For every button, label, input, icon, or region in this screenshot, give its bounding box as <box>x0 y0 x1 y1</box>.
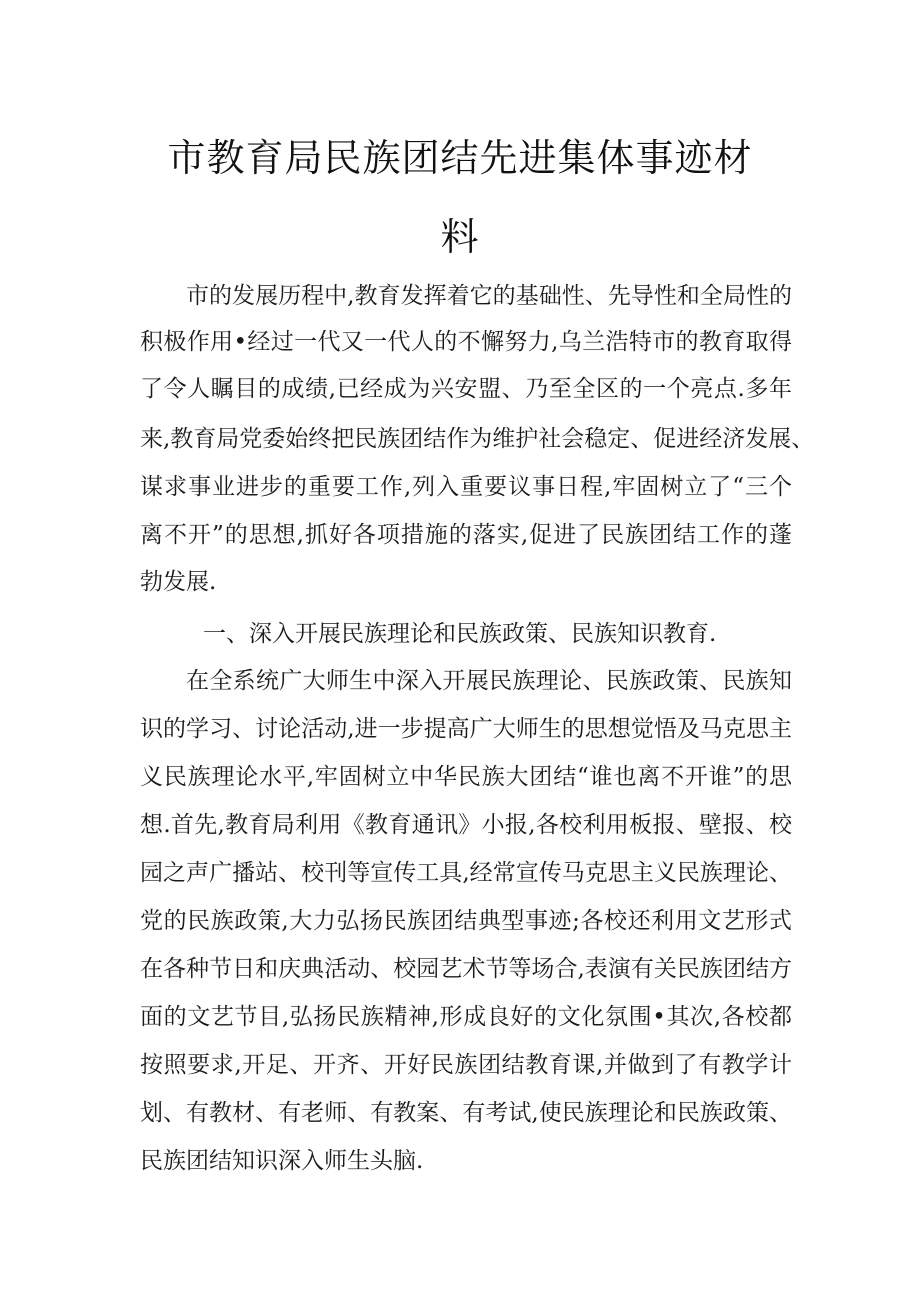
section-1-heading: 一、深入开展民族理论和民族政策、民族知识教育. <box>203 621 717 647</box>
paragraph-2-line: 在各种节日和庆典活动、校园艺术节等场合,表演有关民族团结方 <box>140 956 792 982</box>
paragraph-2-line: 园之声广播站、校刊等宣传工具,经常宣传马克思主义民族理论、 <box>140 860 792 886</box>
document-title-line-1: 市教育局民族团结先进集体事迹材 <box>167 136 753 180</box>
paragraph-1-line: 谋求事业进步的重要工作,列入重要议事日程,牢固树立了“三个 <box>140 474 792 500</box>
paragraph-1-line: 积极作用•经过一代又一代人的不懈努力,乌兰浩特市的教育取得 <box>140 329 792 355</box>
paragraph-2-line: 党的民族政策,大力弘扬民族团结典型事迹;各校还利用文艺形式 <box>140 908 792 934</box>
paragraph-1-line: 市的发展历程中,教育发挥着它的基础性、先导性和全局性的 <box>186 283 792 309</box>
document-title-line-2: 料 <box>440 215 480 259</box>
paragraph-2-line: 想.首先,教育局利用《教育通讯》小报,各校利用板报、壁报、校 <box>140 812 792 838</box>
paragraph-2-line: 按照要求,开足、开齐、开好民族团结教育课,并做到了有教学计 <box>140 1052 792 1078</box>
paragraph-2-line: 面的文艺节目,弘扬民族精神,形成良好的文化氛围•其次,各校都 <box>140 1004 792 1030</box>
paragraph-1-line: 离不开”的思想,抓好各项措施的落实,促进了民族团结工作的蓬 <box>140 522 792 548</box>
paragraph-2-line: 在全系统广大师生中深入开展民族理论、民族政策、民族知 <box>186 668 792 694</box>
paragraph-2-line: 义民族理论水平,牢固树立中华民族大团结“谁也离不开谁”的思 <box>140 764 792 790</box>
paragraph-1-line: 勃发展. <box>140 569 217 595</box>
paragraph-1-line: 了令人瞩目的成绩,已经成为兴安盟、乃至全区的一个亮点.多年 <box>140 376 792 402</box>
paragraph-2-line: 划、有教材、有老师、有教案、有考试,使民族理论和民族政策、 <box>140 1100 792 1126</box>
paragraph-2-line: 民族团结知识深入师生头脑. <box>140 1148 424 1174</box>
paragraph-2-line: 识的学习、讨论活动,进一步提高广大师生的思想觉悟及马克思主 <box>140 716 792 742</box>
paragraph-1-line: 来,教育局党委始终把民族团结作为维护社会稳定、促进经济发展、 <box>140 426 815 452</box>
